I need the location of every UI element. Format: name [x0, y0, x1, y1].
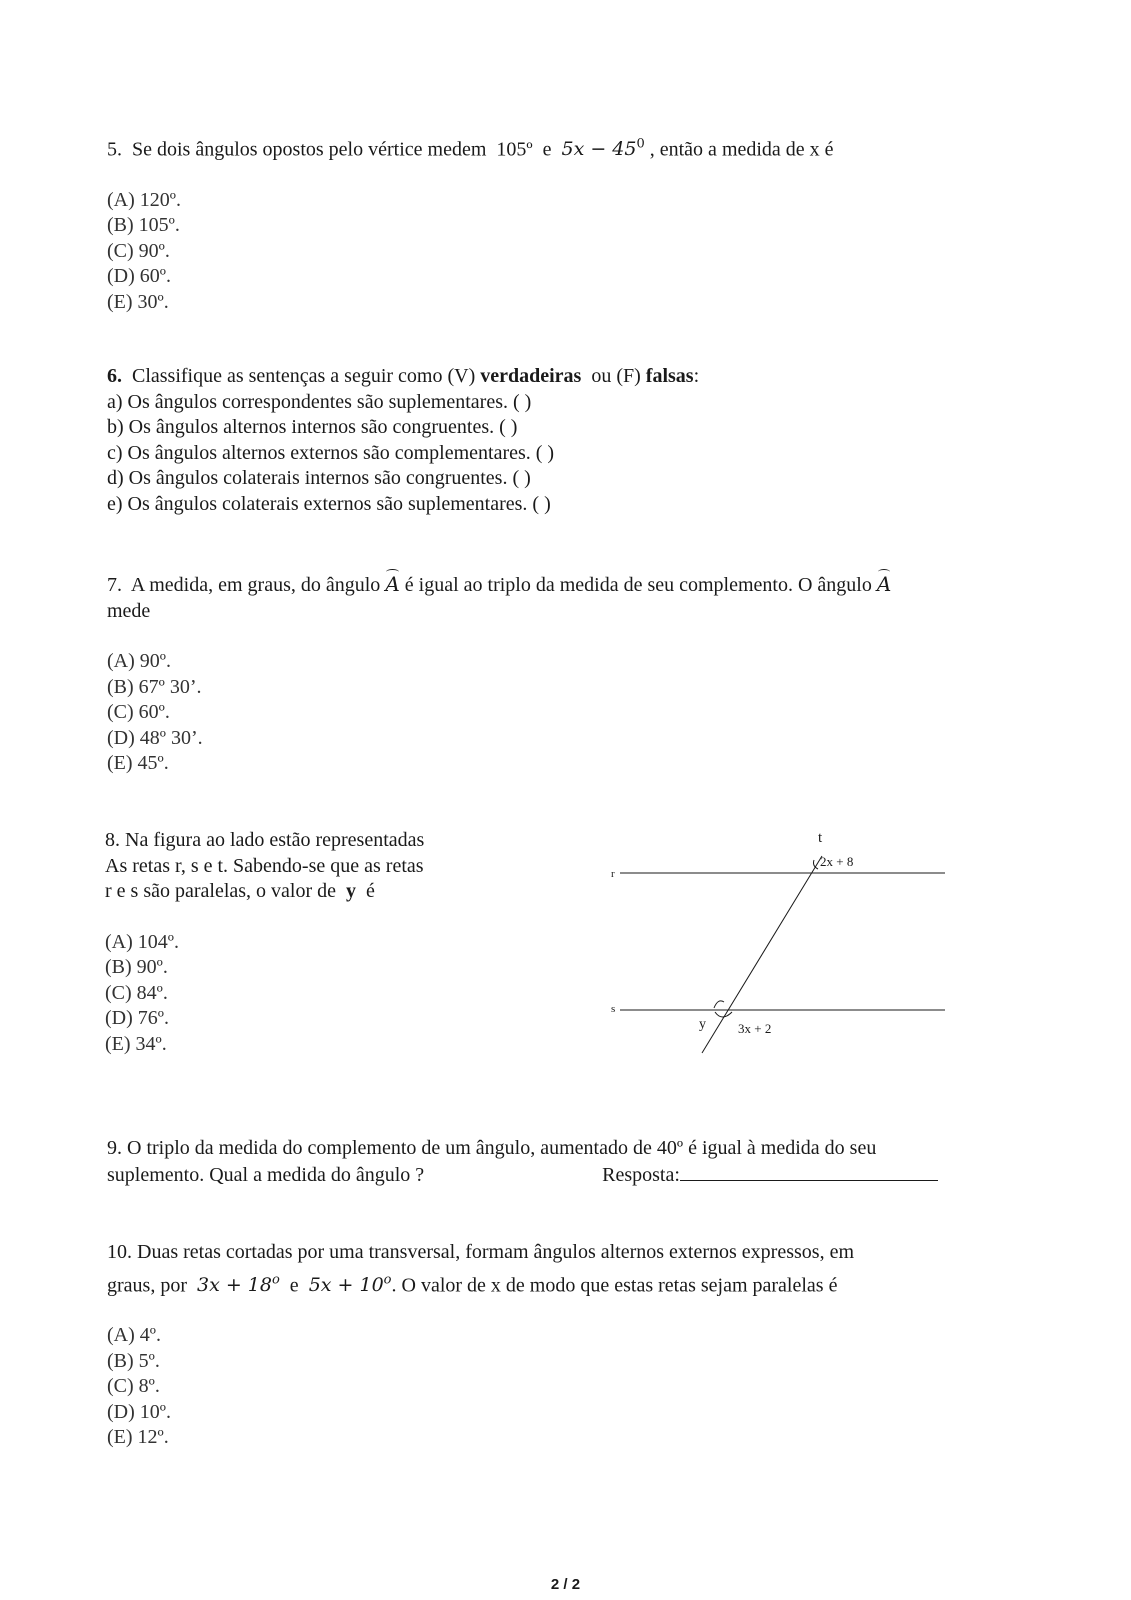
question-7-options: [107, 649, 891, 777]
angle-arc-y: [714, 1001, 724, 1008]
question-10-options: [107, 1323, 854, 1451]
question-10: [107, 1240, 854, 1451]
option: (C) 8º.: [107, 1375, 160, 1398]
statement-item: e) Os ângulos colaterais externos são suplementares. ( ): [107, 492, 551, 515]
option: (A) 104º.: [105, 930, 179, 953]
question-5-stem: 5. Se dois ângulos opostos pelo vértice medem 105º e $5x - 45^0$ , então a medida de x é: [107, 137, 834, 161]
option: (A) 4º.: [107, 1324, 161, 1347]
option: (E) 45º.: [107, 752, 169, 774]
question-9-line2: suplemento. Qual a medida do ângulo ? Resposta:: [107, 1162, 938, 1189]
statement-item: d) Os ângulos colaterais internos são congruentes. ( ): [107, 467, 531, 489]
question-8: [105, 828, 424, 1057]
question-5-options: [107, 188, 834, 316]
answer-label: Resposta:: [602, 1163, 680, 1186]
question-8-line1: 8. Na figura ao lado estão representadas: [105, 829, 425, 851]
question-8-options: [105, 930, 424, 1058]
statement-item: a) Os ângulos correspondentes são suplementares. ( ): [107, 390, 532, 413]
parallel-lines-figure: [610, 830, 960, 1070]
question-10-line1: 10. Duas retas cortadas por uma transversal, formam ângulos alternos externos expressos, em: [107, 1241, 855, 1263]
option: (E) 34º.: [105, 1032, 167, 1055]
question-7: [107, 572, 891, 777]
option: (B) 105º.: [107, 214, 180, 237]
option: (B) 90º.: [105, 956, 168, 978]
question-8-line3: r e s são paralelas, o valor de y é: [105, 880, 375, 902]
question-9: [107, 1136, 938, 1188]
option: (E) 30º.: [107, 290, 169, 313]
option: (A) 90º.: [107, 650, 171, 672]
option: (A) 120º.: [107, 188, 181, 211]
question-8-line2: As retas r, s e t. Sabendo-se que as retas: [105, 854, 424, 877]
option: (C) 60º.: [107, 701, 170, 723]
question-7-stem: 7. A medida, em graus, do ângulo A é igual ao triplo da medida de seu complemento. O ângulo A: [107, 572, 892, 596]
answer-blank[interactable]: [680, 1162, 938, 1181]
angle-label-top: 2x + 8: [820, 854, 854, 869]
q10-expression-1: $3x + 18^o$: [196, 1272, 280, 1296]
angle-a-hat: A: [385, 572, 400, 596]
page-number: 2 / 2: [550, 1576, 581, 1593]
q5-expression: $5x - 45^0$: [561, 137, 645, 161]
angle-a-hat: A: [876, 572, 892, 596]
statement-item: c) Os ângulos alternos externos são complementares. ( ): [107, 441, 555, 464]
option: (E) 12º.: [107, 1426, 169, 1449]
question-6-stem: 6. Classifique as sentenças a seguir como (V) verdadeiras ou (F) falsas:: [107, 365, 700, 387]
label-r: r: [611, 868, 615, 880]
question-9-line1: 9. O triplo da medida do complemento de um ângulo, aumentado de 40º é igual à medida do seu: [107, 1137, 877, 1159]
option: (D) 10º.: [107, 1400, 171, 1423]
option: (B) 5º.: [107, 1349, 160, 1372]
angle-arc-bottom: [715, 1012, 732, 1017]
label-t: t: [818, 830, 823, 846]
angle-label-bottom: 3x + 2: [738, 1021, 772, 1036]
q10-expression-2: $5x + 10^o$: [308, 1272, 392, 1296]
option: (C) 90º.: [107, 239, 170, 262]
label-y: y: [699, 1017, 706, 1032]
question-10-line2: graus, por $3x + 18^o$ e $5x + 10^o$. O valor de x de modo que estas retas sejam paralelas é: [107, 1272, 838, 1296]
option: (C) 84º.: [105, 981, 168, 1004]
label-s: s: [611, 1003, 616, 1015]
question-5: [107, 132, 834, 315]
option: (D) 60º.: [107, 265, 171, 288]
option: (D) 48º 30’.: [107, 726, 203, 749]
option: (B) 67º 30’.: [107, 675, 202, 698]
option: (D) 76º.: [105, 1007, 169, 1029]
statement-item: b) Os ângulos alternos internos são congruentes. ( ): [107, 416, 518, 438]
question-7-stem-line2: mede: [107, 599, 151, 622]
question-6: [107, 364, 699, 517]
